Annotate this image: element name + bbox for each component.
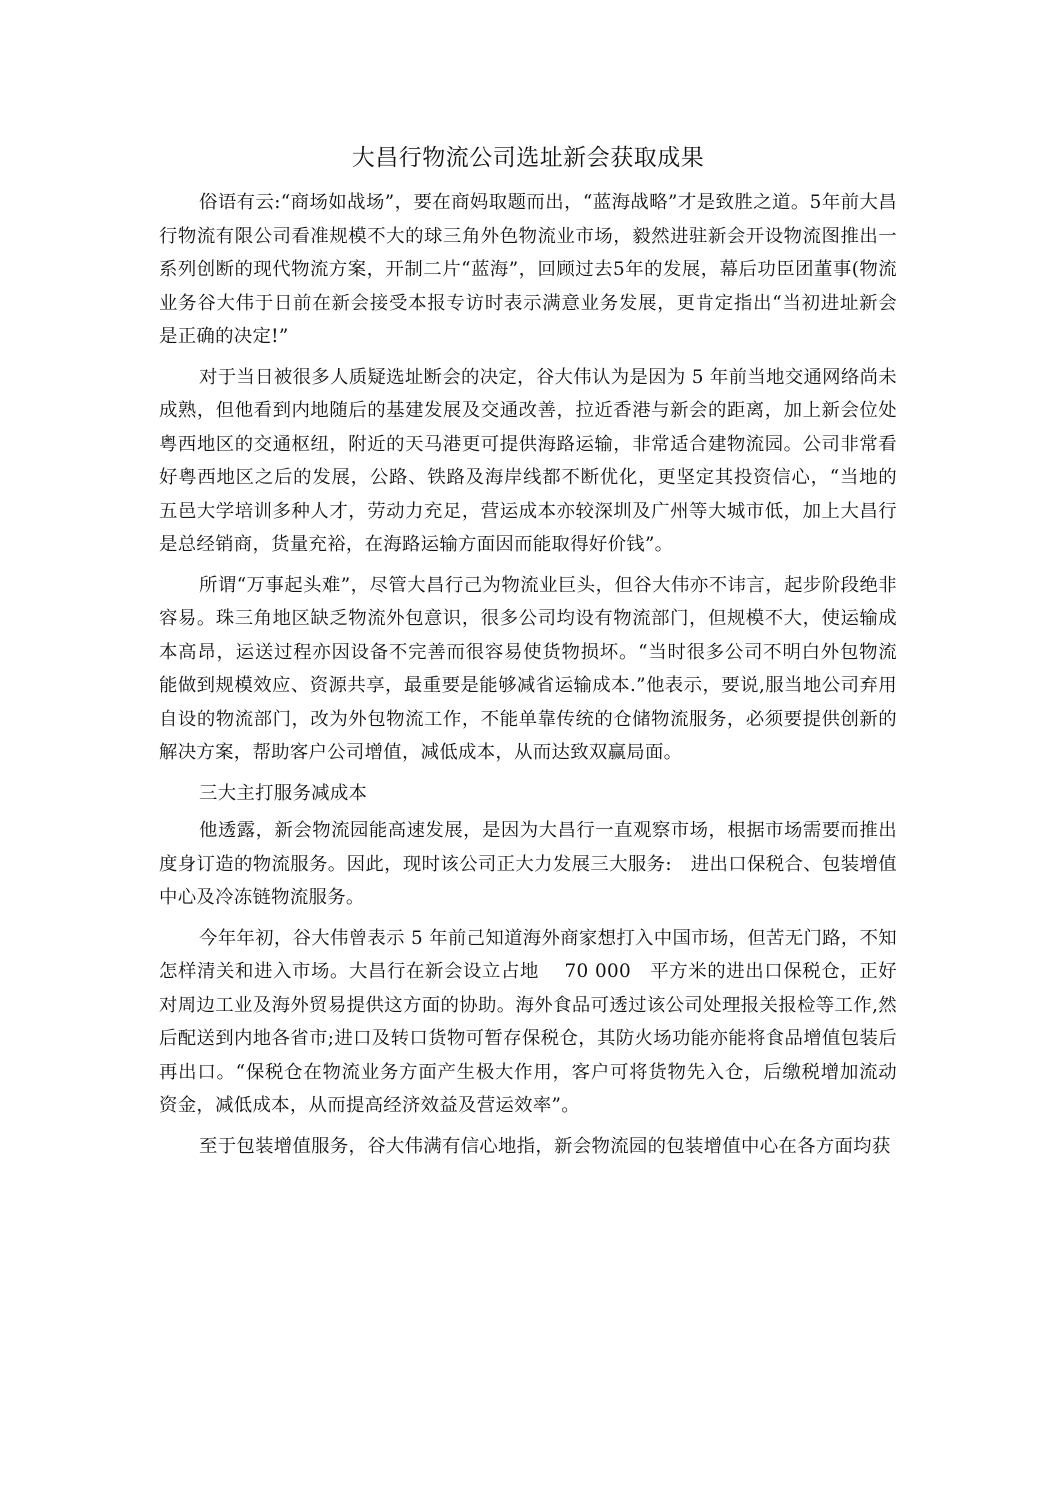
document-title: 大昌行物流公司选址新会获取成果	[351, 145, 705, 171]
paragraph-early-challenges: 所谓“万事起头难”，尽管大昌行己为物流业巨头，但谷大伟亦不讳言，起步阶段绝非容易。珠三角地区缺乏物流外包意识，很多公司均设有物流部门，但规模不大，使运输成本高昂，运送过程亦因设备不完善而很容易使货物损坏。“当时很多公司不明白外包物流能做到规模效应、资源共享，最重要是能够减省运输成本.”他表示，要说,服当地公司弃用自设的物流部门，改为外包物流工作，不能单靠传统的仓储物流服务，必须要提供创新的解决方案，帮助客户公司增值，减低成本，从而达致双赢局面。	[159, 574, 897, 763]
paragraph-packaging: 至于包装增值服务，谷大伟满有信心地指，新会物流园的包装增值中心在各方面均获	[199, 1135, 891, 1157]
document-page	[159, 138, 897, 1170]
paragraph-three-services: 他透露，新会物流园能高速发展，是因为大昌行一直观察市场，根据市场需要而推出度身订造的物流服务。因此，现时该公司正大力发展三大服务: 进出口保税合、包装增值中心及冷冻链物流服务。	[159, 820, 897, 908]
paragraph-bonded-warehouse: 今年年初，谷大伟曾表示 5 年前己知道海外商家想打入中国市场，但苦无门路，不知怎样清关和进入市场。大昌行在新会设立占地 70 000 平方米的进出口保税仓，正好对周边工业及海外贸易提供这方面的协助。海外食品可透过该公司处理报关报检等工作,然后配送到内地各省市;进口及转口货物可暂存保税仓，其防火场功能亦能将食品增值包装后再出口。“保税仓在物流业务方面产生极大作用，客户可将货物先入仓，后缴税增加流动资金，减低成本，从而提高经济效益及营运效率”。	[159, 927, 897, 1116]
paragraph-intro: 俗语有云:“商场如战场”，要在商妈取题而出，“蓝海战略”才是致胜之道。5年前大昌行物流有限公司看准规模不大的球三角外色物流业市场，毅然进驻新会开设物流图推出一系列创断的现代物流方案，开制二片“蓝海”，回顾过去5年的发展，幕后功臣团董事(物流业务谷大伟于日前在新会接受本报专访时表示满意业务发展，更肯定指出“当初进址新会是正确的决定!”	[159, 192, 897, 347]
section-heading: 三大主打服务减成本	[199, 782, 368, 804]
paragraph-site-decision: 对于当日被很多人质疑选址断会的决定，谷大伟认为是因为 5 年前当地交通网络尚未成熟，但他看到内地随后的基建发展及交通改善，拉近香港与新会的距离，加上新会位处粤西地区的交通枢纽，附近的天马港更可提供海路运输，非常适合建物流园。公司非常看好粤西地区之后的发展，公路、铁路及海岸线都不断优化，更坚定其投资信心，“当地的五邑大学培训多种人才，劳动力充足，营运成本亦较深圳及广州等大城市低，加上大昌行是总经销商，货量充裕，在海路运输方面因而能取得好价钱”。	[159, 366, 897, 555]
